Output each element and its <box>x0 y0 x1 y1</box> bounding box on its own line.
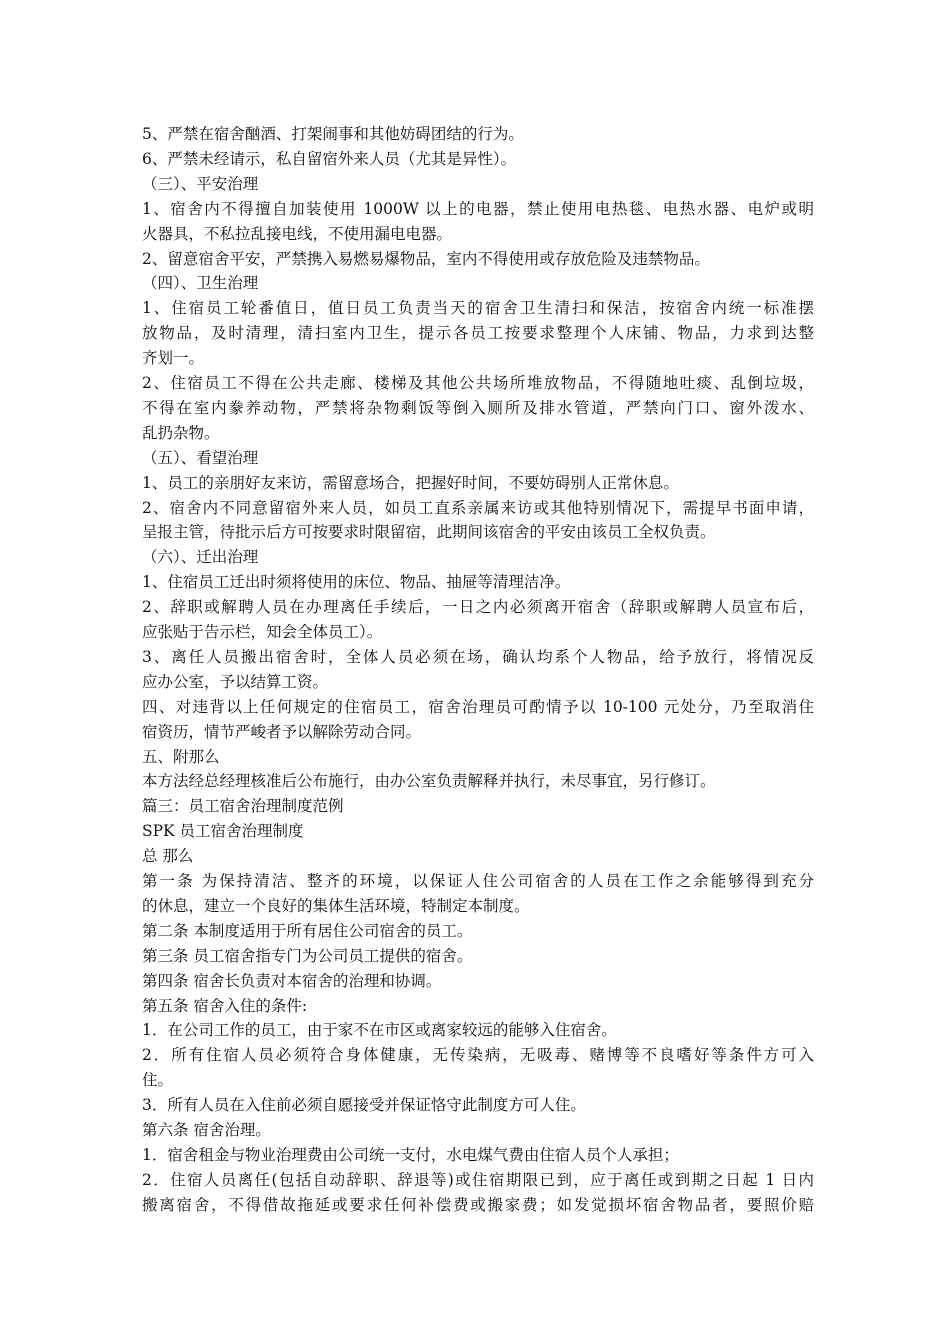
text-line: 6、严禁未经请示，私自留宿外来人员（尤其是异性）。 <box>142 150 517 168</box>
text-line: SPK 员工宿舍治理制度 <box>142 822 304 840</box>
text-line: 的休息，建立一个良好的集体生活环境，特制定本制度。 <box>142 897 530 915</box>
text-line: 四、对违背以上任何规定的住宿员工，宿舍治理员可酌情予以 10-100 元处分，乃至取消住 <box>142 698 814 716</box>
text-line: 1、住宿员工轮番值日，值日员工负责当天的宿舍卫生清扫和保洁，按宿舍内统一标准摆 <box>142 299 814 317</box>
text-line: 五、附那么 <box>142 748 220 766</box>
text-line: 1、宿舍内不得擅自加装使用 1000W 以上的电器，禁止使用电热毯、电热水器、电炉或明 <box>142 200 814 218</box>
text-line: 第五条 宿舍入住的条件: <box>142 997 308 1015</box>
text-line: 火器具，不私拉乱接电线，不使用漏电电器。 <box>142 225 453 243</box>
text-line: （四）、卫生治理 <box>142 274 259 292</box>
text-line: 第四条 宿舍长负责对本宿舍的治理和协调。 <box>142 972 442 990</box>
text-line: 第二条 本制度适用于所有居住公司宿舍的员工。 <box>142 922 473 940</box>
text-line: 2．所有住宿人员必须符合身体健康，无传染病，无吸毒、赌博等不良嗜好等条件方可入 <box>142 1046 814 1064</box>
text-line: 应张贴于告示栏，知会全体员工）。 <box>142 623 383 641</box>
text-line: 本方法经总经理核准后公布施行，由办公室负责解释并执行，未尽事宜，另行修订。 <box>142 772 716 790</box>
text-line: 应办公室，予以结算工资。 <box>142 673 329 691</box>
text-line: 2、宿舍内不同意留宿外来人员，如员工直系亲属来访或其他特别情况下，需提早书面申请， <box>142 499 814 517</box>
text-line: 不得在室内豢养动物，严禁将杂物剩饭等倒入厕所及排水管道，严禁向门口、窗外泼水、 <box>142 399 814 417</box>
text-line: 住。 <box>142 1071 174 1089</box>
text-line: 总 那么 <box>142 847 194 865</box>
text-line: 1、住宿员工迁出时须将使用的床位、物品、抽屉等清理洁净。 <box>142 573 571 591</box>
text-line: 齐划一。 <box>142 349 205 367</box>
text-line: 第一条 为保持清洁、整齐的环境，以保证人住公司宿舍的人员在工作之余能够得到充分 <box>142 872 814 890</box>
text-line: 2、住宿员工不得在公共走廊、楼梯及其他公共场所堆放物品，不得随地吐痰、乱倒垃圾， <box>142 374 814 392</box>
text-line: 2、留意宿舍平安，严禁携入易燃易爆物品，室内不得使用或存放危险及违禁物品。 <box>142 250 710 268</box>
text-line: 篇三：员工宿舍治理制度范例 <box>142 797 344 815</box>
text-line: （五）、看望治理 <box>142 449 259 467</box>
text-line: 放物品，及时清理，清扫室内卫生，提示各员工按要求整理个人床铺、物品，力求到达整 <box>142 324 814 342</box>
text-line: 1．在公司工作的员工，由于家不在市区或离家较远的能够入住宿舍。 <box>142 1021 617 1039</box>
text-line: 5、严禁在宿舍酗酒、打架闹事和其他妨碍团结的行为。 <box>142 125 524 143</box>
text-line: 呈报主管，待批示后方可按要求时限留宿，此期间该宿舍的平安由该员工全权负责。 <box>142 523 716 541</box>
text-line: 2、辞职或解聘人员在办理离任手续后，一日之内必须离开宿舍（辞职或解聘人员宣布后， <box>142 598 814 616</box>
text-line: 宿资历，情节严峻者予以解除劳动合同。 <box>142 723 422 741</box>
text-line: 3、离任人员搬出宿舍时，全体人员必须在场，确认均系个人物品，给予放行，将情况反 <box>142 648 814 666</box>
text-line: （三）、平安治理 <box>142 175 259 193</box>
text-line: 第三条 员工宿舍指专门为公司员工提供的宿舍。 <box>142 947 473 965</box>
text-line: 搬离宿舍，不得借故拖延或要求任何补偿费或搬家费；如发觉损坏宿舍物品者，要照价赔 <box>142 1196 814 1214</box>
text-line: 1．宿舍租金与物业治理费由公司统一支付，水电煤气费由住宿人员个人承担； <box>142 1146 679 1164</box>
text-line: （六）、迁出治理 <box>142 548 259 566</box>
text-line: 3．所有人员在入住前必须自愿接受并保证恪守此制度方可人住。 <box>142 1096 586 1114</box>
text-line: 乱扔杂物。 <box>142 424 220 442</box>
text-line: 1、员工的亲朋好友来访，需留意场合，把握好时间，不要妨碍别人正常休息。 <box>142 474 679 492</box>
text-line: 2．住宿人员离任(包括自动辞职、辞退等)或住宿期限已到，应于离任或到期之日起 1 日内 <box>142 1171 814 1189</box>
text-line: 第六条 宿舍治理。 <box>142 1121 271 1139</box>
